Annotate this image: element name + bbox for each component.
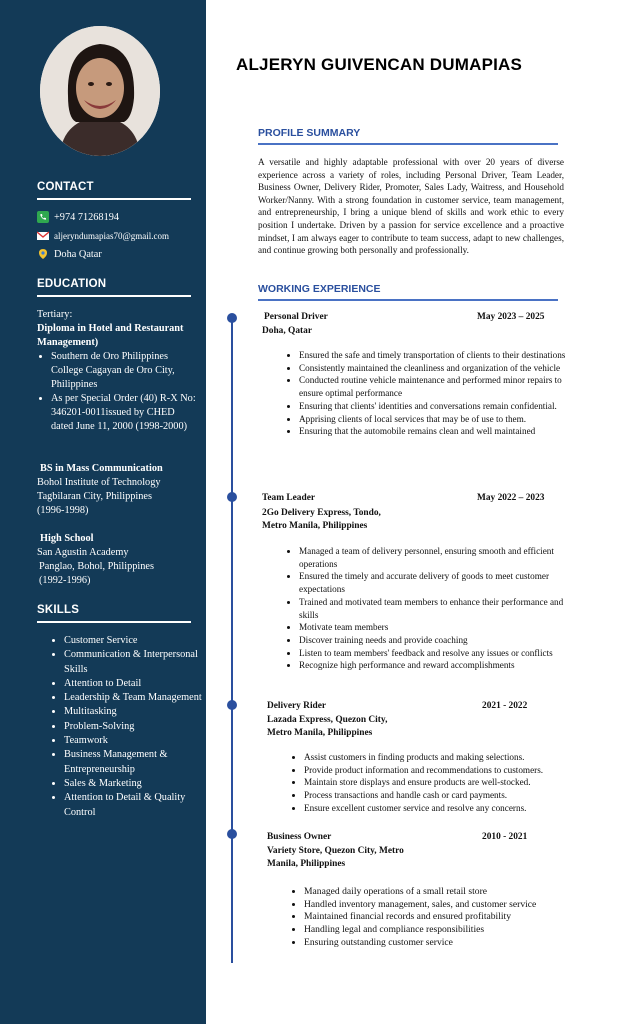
job-dates: 2021 - 2022 [482, 701, 528, 711]
contact-phone [37, 211, 119, 223]
hs-location: Panglao, Bohol, Philippines [39, 561, 154, 572]
bs-years: (1996-1998) [37, 505, 89, 516]
hs-years: (1992-1996) [39, 575, 91, 586]
diploma-point: • As per Special Order (40) R-X No: 346201-0011issued by CHED dated June 11, 2000 (1998-2000) [51, 392, 197, 434]
education-tertiary [37, 308, 197, 434]
duty-item: • Ensured the timely and accurate delivery of goods to meet customer expectations [299, 570, 565, 595]
contact-location [37, 248, 102, 260]
location-text: Doha Qatar [54, 248, 102, 260]
skill-item: • Communication & Interpersonal Skills [64, 648, 214, 677]
diploma-list [37, 350, 197, 434]
duty-item: • Trained and motivated team members to enhance their performance and skills [299, 596, 565, 621]
job-dates: May 2023 – 2025 [477, 312, 545, 322]
job-place: 2Go Delivery Express, Tondo, Metro Manila, Philippines [262, 508, 381, 531]
job-duties [285, 349, 577, 438]
duty-item: • Apprising clients of local services that may be of use to them. [299, 413, 577, 426]
mail-icon [37, 230, 49, 242]
duty-item: • Maintained financial records and ensured profitability [304, 911, 569, 924]
skills-list [46, 634, 214, 820]
job-dates: 2010 - 2021 [482, 832, 528, 842]
portrait-image [40, 26, 160, 156]
job-title: Team Leader [262, 493, 316, 503]
hs-school: San Agustin Academy [37, 547, 129, 558]
duty-item: • Managed a team of delivery personnel, ensuring smooth and efficient operations [299, 545, 565, 570]
duty-item: • Assist customers in finding products and making selections. [304, 751, 589, 764]
duty-item: • Handling legal and compliance responsibilities [304, 924, 569, 937]
phone-icon [37, 211, 49, 223]
skill-item: • Attention to Detail & Quality Control [64, 791, 214, 820]
duty-item: • Managed daily operations of a small retail store [304, 886, 569, 899]
job-duties [290, 886, 569, 950]
timeline-dot [227, 313, 237, 323]
job-place: Doha, Qatar [262, 326, 312, 336]
timeline-dot [227, 492, 237, 502]
skill-item: • Attention to Detail [64, 677, 214, 691]
contact-divider [37, 198, 191, 200]
skill-item: • Teamwork [64, 734, 214, 748]
job-title: Delivery Rider [267, 701, 327, 711]
duty-item: • Motivate team members [299, 621, 565, 634]
phone-text: +974 71268194 [54, 211, 120, 223]
skills-heading: SKILLS [37, 604, 80, 616]
contact-email [37, 230, 169, 242]
skills-divider [37, 621, 191, 623]
skill-item: • Problem-Solving [64, 720, 214, 734]
profile-heading: PROFILE SUMMARY [258, 127, 361, 139]
timeline-dot [227, 700, 237, 710]
education-hs [37, 532, 197, 588]
diploma-title: Diploma in Hotel and Restaurant Management) [37, 323, 184, 348]
duty-item: • Listen to team members' feedback and resolve any issues or conflicts [299, 647, 565, 660]
job-dates: May 2022 – 2023 [477, 493, 545, 503]
diploma-point: • Southern de Oro Philippines College Cagayan de Oro City, Philippines [51, 350, 197, 392]
duty-item: • Handled inventory management, sales, and customer service [304, 899, 569, 912]
contact-heading: CONTACT [37, 181, 94, 193]
education-bs [37, 462, 197, 518]
skill-item: • Multitasking [64, 705, 214, 719]
hs-title: High School [40, 533, 94, 544]
job-duties [285, 545, 565, 672]
experience-heading: WORKING EXPERIENCE [258, 283, 381, 295]
tertiary-label: Tertiary: [37, 309, 73, 320]
education-divider [37, 295, 191, 297]
experience-divider [258, 299, 558, 301]
job-place: Lazada Express, Quezon City, Metro Manila, Philippines [267, 715, 388, 738]
timeline-dot [227, 829, 237, 839]
timeline-line [231, 318, 233, 963]
duty-item: • Ensured the safe and timely transportation of clients to their destinations [299, 349, 577, 362]
duty-item: • Ensuring outstanding customer service [304, 937, 569, 950]
job-place: Variety Store, Quezon City, Metro Manila, Philippines [267, 846, 404, 869]
duty-item: • Recognize high performance and reward accomplishments [299, 659, 565, 672]
bs-school: Bohol Institute of Technology Tagbilaran City, Philippines [37, 477, 161, 502]
sidebar [0, 0, 206, 1024]
skill-item: • Customer Service [64, 634, 214, 648]
duty-item: • Consistently maintained the cleanliness and organization of the vehicle [299, 362, 577, 375]
candidate-name: ALJERYN GUIVENCAN DUMAPIAS [236, 55, 523, 74]
job-title: Business Owner [267, 832, 332, 842]
skill-item: • Sales & Marketing [64, 777, 214, 791]
skill-item: • Leadership & Team Management [64, 691, 214, 705]
duty-item: • Provide product information and recommendations to customers. [304, 764, 589, 777]
job-title: Personal Driver [264, 312, 328, 322]
job-duties [290, 751, 589, 815]
duty-item: • Process transactions and handle cash or card payments. [304, 789, 589, 802]
education-heading: EDUCATION [37, 278, 107, 290]
duty-item: • Discover training needs and provide coaching [299, 634, 565, 647]
skill-item: • Business Management & Entrepreneurship [64, 748, 214, 777]
duty-item: • Ensure excellent customer service and resolve any concerns. [304, 802, 589, 815]
profile-divider [258, 143, 558, 145]
duty-item: • Ensuring that the automobile remains clean and well maintained [299, 425, 577, 438]
bs-title: BS in Mass Communication [40, 463, 163, 474]
location-icon [37, 248, 49, 260]
duty-item: • Ensuring that clients' identities and conversations remain confidential. [299, 400, 577, 413]
duty-item: • Maintain store displays and ensure products are well-stocked. [304, 776, 589, 789]
duty-item: • Conducted routine vehicle maintenance and performed minor repairs to ensure optimal performance [299, 374, 577, 399]
profile-summary-text: A versatile and highly adaptable professional with over 20 years of diverse experience across a variety of roles, including Personal Driver, Team Leader, Business Owner, Delivery Rider, Promoter, Sales Lady, Waitress, and Household Worker/Nanny. With a strong foundation in customer service, team management, and entrepreneurship, I bring a unique blend of skills and work ethic to every position I undertake. Driven by a passion for service excellence and a proactive mindset, I am always eager to contribute to team success, adapt to new challenges, and continue growing both personally and professionally. [258, 157, 564, 256]
email-text: aljeryndumapias70@gmail.com [54, 231, 170, 241]
profile-photo [40, 26, 160, 156]
